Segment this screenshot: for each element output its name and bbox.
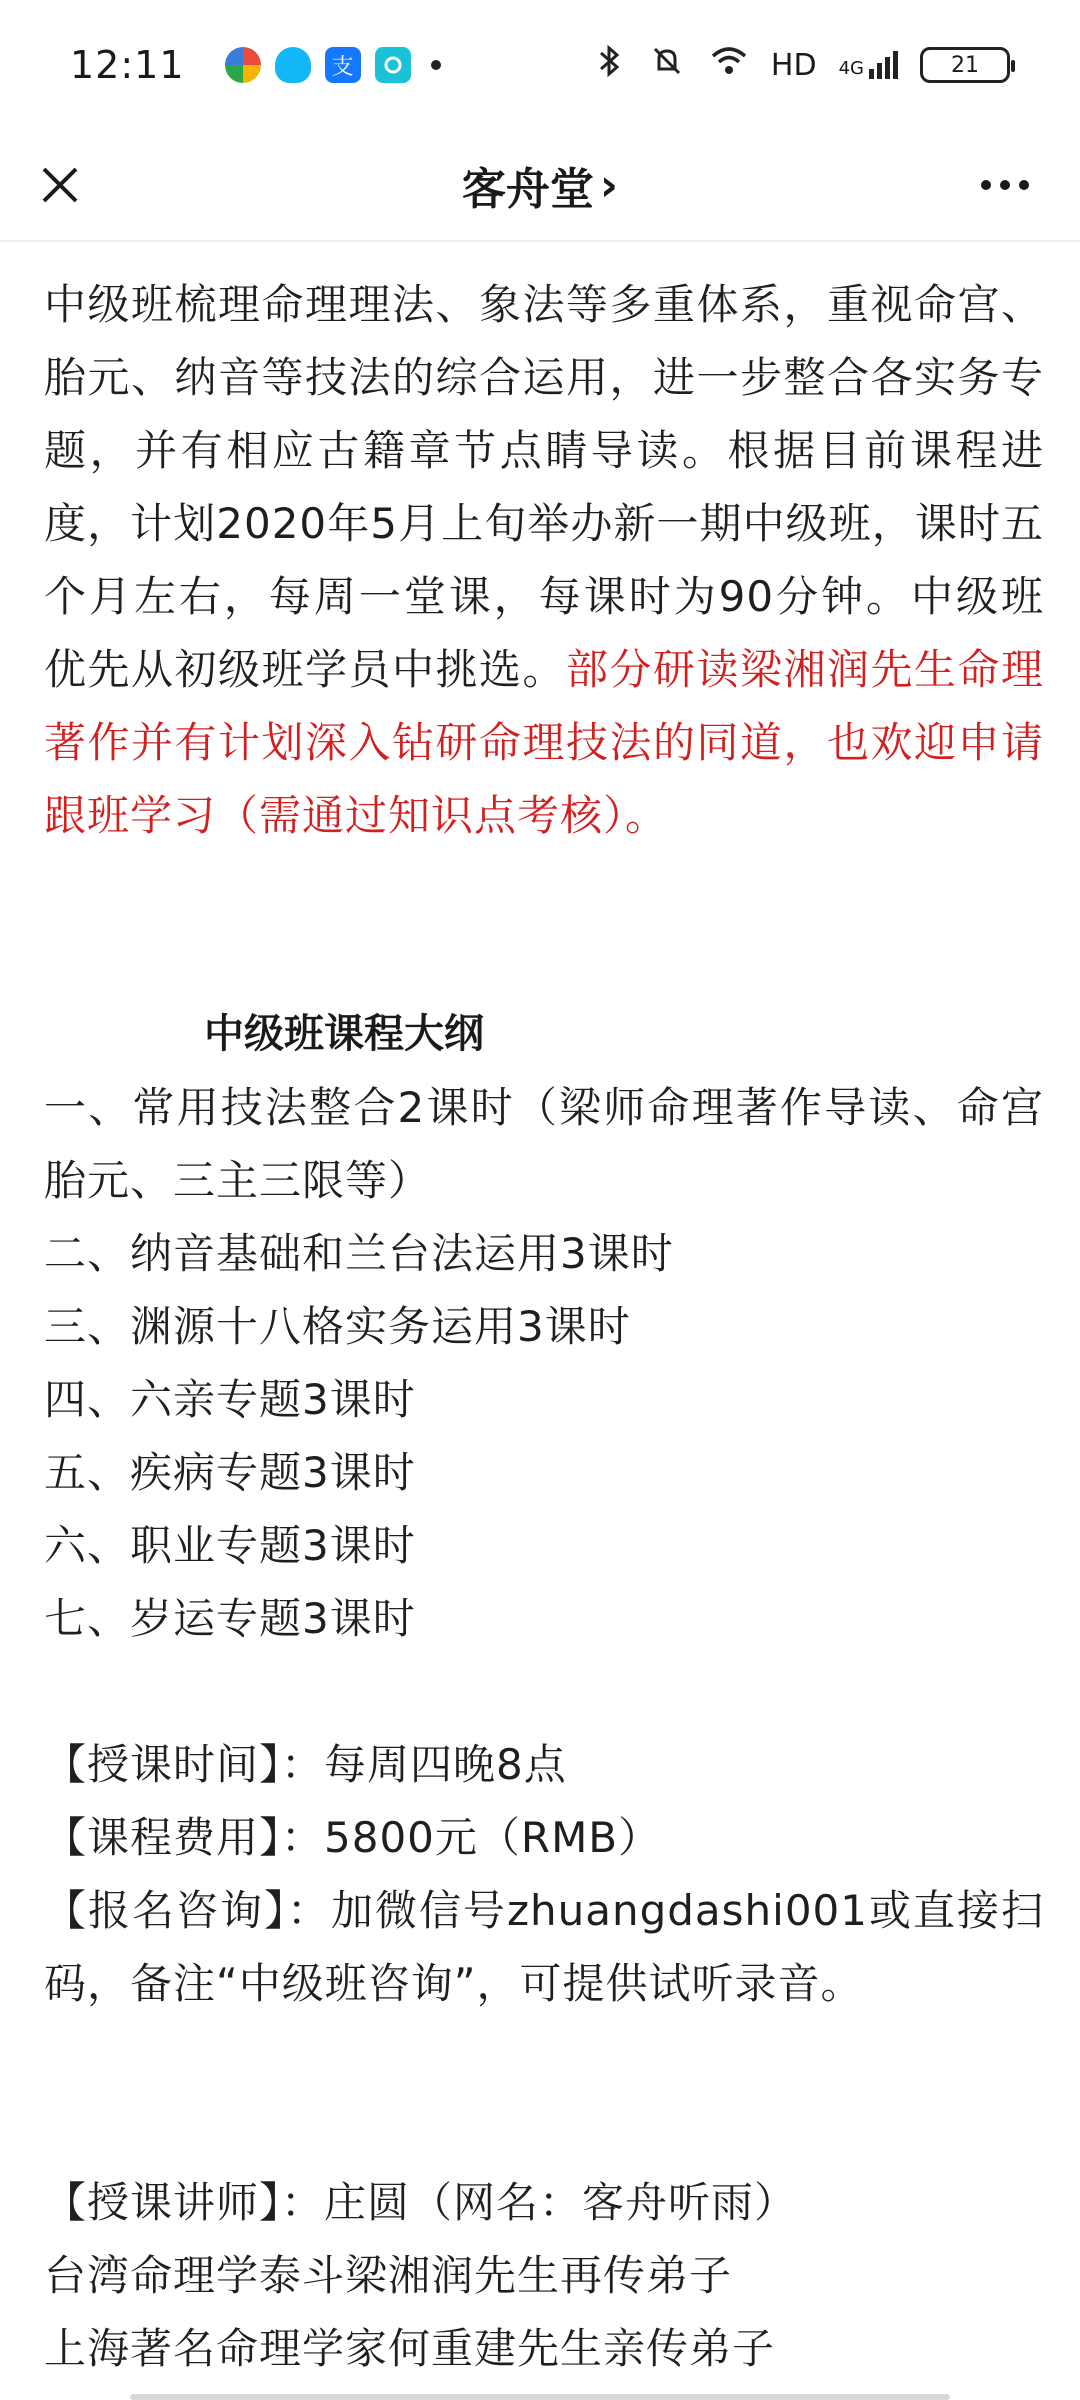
outline-item: 七、岁运专题3课时 (44, 1594, 416, 1643)
enrollment-contact: 【报名咨询】：加微信号zhuangdashi001或直接扫码，备注“中级班咨询”，可提供试听录音。 (44, 1886, 1044, 2008)
course-info (44, 1728, 1044, 2020)
outline-heading: 中级班课程大纲 (204, 1011, 484, 1057)
close-icon (40, 165, 80, 205)
battery-icon (920, 47, 1010, 83)
chevron-right-icon: › (599, 159, 619, 211)
qq-app-icon (275, 47, 311, 83)
course-fee: 【课程费用】：5800元（RMB） (44, 1813, 662, 1862)
more-button[interactable] (970, 155, 1040, 215)
bluetooth-icon (595, 43, 625, 87)
cellular-signal-icon (839, 51, 898, 79)
outline-item: 一、常用技法整合2课时（梁师命理著作导读、命宫胎元、三主三限等） (44, 1083, 1044, 1205)
signal-label: 4G (838, 58, 864, 79)
alipay-app-icon: 支 (325, 47, 361, 83)
more-notifications-dot (431, 60, 441, 70)
wifi-icon (709, 44, 749, 86)
more-dots-icon (980, 179, 1030, 191)
spacer (44, 852, 1044, 998)
intro-paragraph (44, 268, 1044, 852)
outline-item: 五、疾病专题3课时 (44, 1448, 416, 1497)
home-indicator[interactable] (130, 2394, 950, 2400)
spacer (44, 1655, 1044, 1728)
status-bar (0, 0, 1080, 130)
class-time: 【授课时间】：每周四晚8点 (44, 1740, 567, 1789)
account-title-link[interactable] (462, 153, 618, 217)
outline-item: 三、渊源十八格实务运用3课时 (44, 1302, 631, 1351)
nav-divider (0, 240, 1080, 242)
network-hd-label: HD (770, 47, 817, 83)
camera-app-icon (375, 47, 411, 83)
close-button[interactable] (30, 155, 90, 215)
weibo-app-icon (225, 47, 261, 83)
notification-icons (225, 47, 441, 83)
teacher-name: 【授课讲师】：庄圆（网名：客舟听雨） (44, 2178, 798, 2227)
spacer (44, 2020, 1044, 2166)
article-body (44, 268, 1044, 2385)
battery-level: 21 (951, 52, 979, 78)
teacher-lineage: 上海著名命理学家何重建先生亲传弟子 (44, 2324, 776, 2373)
outline-item: 四、六亲专题3课时 (44, 1375, 416, 1424)
top-nav-bar (0, 130, 1080, 240)
outline-list (44, 1071, 1044, 1655)
outline-item: 六、职业专题3课时 (44, 1521, 416, 1570)
intro-highlight-text: 部分研读梁湘润先生命理著作并有计划深入钻研命理技法的同道，也欢迎申请跟班学习（需通过知识点考核）。 (44, 645, 1044, 840)
system-indicators (595, 43, 1010, 87)
mute-icon (647, 43, 687, 87)
status-time: 12:11 (70, 43, 185, 87)
teacher-info (44, 2166, 1044, 2385)
intro-text: 中级班梳理命理理法、象法等多重体系，重视命宫、胎元、纳音等技法的综合运用，进一步整合各实务专题，并有相应古籍章节点睛导读。根据目前课程进度，计划2020年5月上旬举办新一期中级班，课时五个月左右，每周一堂课，每课时为90分钟。中级班优先从初级班学员中挑选。 (44, 280, 1044, 694)
teacher-lineage: 台湾命理学泰斗梁湘润先生再传弟子 (44, 2251, 733, 2300)
page-title: 客舟堂 (461, 164, 594, 215)
outline-item: 二、纳音基础和兰台法运用3课时 (44, 1229, 674, 1278)
